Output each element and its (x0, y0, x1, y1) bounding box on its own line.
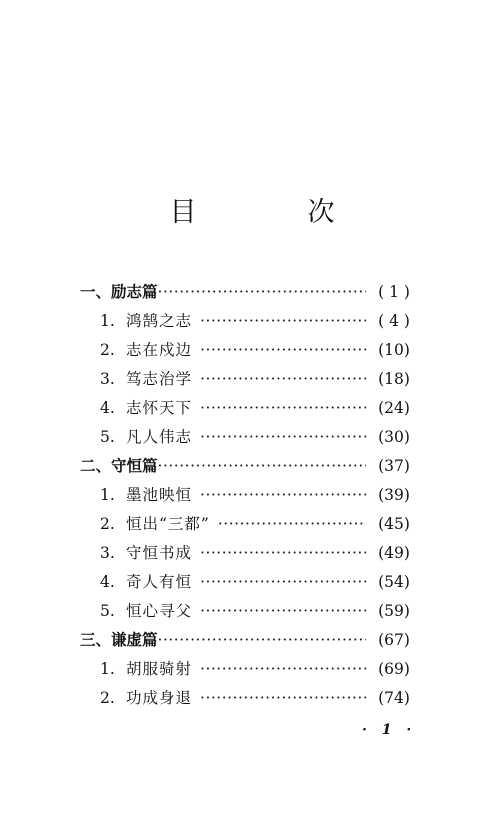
page-number: · 1 · (362, 722, 417, 738)
toc-section-number: 二、 (80, 457, 112, 475)
toc-item-number: 1. (100, 312, 115, 330)
toc-item-title: 志怀天下 (126, 399, 193, 417)
toc-item-title: 守恒书成 (126, 544, 193, 562)
dot-leader (158, 278, 366, 307)
dot-leader (200, 336, 366, 365)
dot-leader (200, 539, 366, 568)
toc-page-ref: (49) (378, 544, 410, 562)
toc-item-row (80, 365, 420, 394)
toc-page-ref: (10) (378, 341, 410, 359)
toc-item-number: 5. (100, 428, 115, 446)
toc-item-number: 2. (100, 689, 115, 707)
toc-item-row (80, 655, 420, 684)
dot-leader (200, 423, 366, 452)
toc-item-row (80, 336, 420, 365)
toc-page-ref: (24) (378, 399, 410, 417)
dot-leader (200, 597, 366, 626)
toc-page-ref: (54) (378, 573, 410, 591)
toc-item-title: 胡服骑射 (126, 660, 193, 678)
toc-section-title: 守恒篇 (111, 457, 158, 475)
toc-page-ref: (45) (378, 515, 410, 533)
toc-item-row (80, 539, 420, 568)
toc-item-number: 2. (100, 341, 115, 359)
toc-section-row (80, 278, 420, 307)
dot-leader (158, 452, 366, 481)
toc-item-title: 笃志治学 (126, 370, 193, 388)
toc-item-title: 功成身退 (126, 689, 193, 707)
toc-section-row (80, 626, 420, 655)
dot-leader (218, 510, 366, 539)
toc-item-row (80, 597, 420, 626)
toc-page-ref: (69) (378, 660, 410, 678)
toc-page-ref: (37) (378, 457, 410, 475)
toc-item-row (80, 684, 420, 713)
toc-section-title: 谦虚篇 (111, 631, 158, 649)
dot-leader (200, 307, 366, 336)
toc-item-title: 奇人有恒 (126, 573, 193, 591)
dot-leader (200, 365, 366, 394)
toc-section-row (80, 452, 420, 481)
toc-item-row (80, 510, 420, 539)
toc-item-number: 2. (100, 515, 115, 533)
dot-leader (200, 684, 366, 713)
toc-page-ref: (67) (378, 631, 410, 649)
toc-page-ref: (74) (378, 689, 410, 707)
toc-item-title: 墨池映恒 (126, 486, 193, 504)
toc-item-row (80, 568, 420, 597)
toc-item-number: 5. (100, 602, 115, 620)
dot-leader (200, 481, 366, 510)
toc-item-number: 3. (100, 370, 115, 388)
table-of-contents (80, 278, 420, 713)
toc-item-title: 凡人伟志 (126, 428, 193, 446)
toc-item-title: 恒出“三都” (126, 515, 210, 533)
dot-leader (200, 655, 366, 684)
dot-leader (200, 394, 366, 423)
toc-item-row (80, 394, 420, 423)
toc-item-number: 3. (100, 544, 115, 562)
toc-page-ref: (39) (378, 486, 410, 504)
toc-item-row (80, 307, 420, 336)
toc-page-ref: (59) (378, 602, 410, 620)
toc-item-title: 鸿鹄之志 (126, 312, 193, 330)
toc-page-ref: (18) (378, 370, 410, 388)
toc-page-ref: (30) (378, 428, 410, 446)
toc-item-number: 4. (100, 399, 115, 417)
toc-section-number: 一、 (80, 283, 112, 301)
toc-page-ref: ( 1 ) (378, 283, 410, 301)
toc-item-title: 恒心寻父 (126, 602, 193, 620)
dot-leader (158, 626, 366, 655)
page-title: 目 次 (169, 197, 377, 228)
toc-item-row (80, 481, 420, 510)
toc-item-title: 志在戍边 (126, 341, 193, 359)
toc-item-row (80, 423, 420, 452)
toc-item-number: 4. (100, 573, 115, 591)
toc-section-title: 励志篇 (111, 283, 158, 301)
dot-leader (200, 568, 366, 597)
toc-item-number: 1. (100, 486, 115, 504)
toc-item-number: 1. (100, 660, 115, 678)
toc-page-ref: ( 4 ) (378, 312, 410, 330)
toc-section-number: 三、 (80, 631, 112, 649)
